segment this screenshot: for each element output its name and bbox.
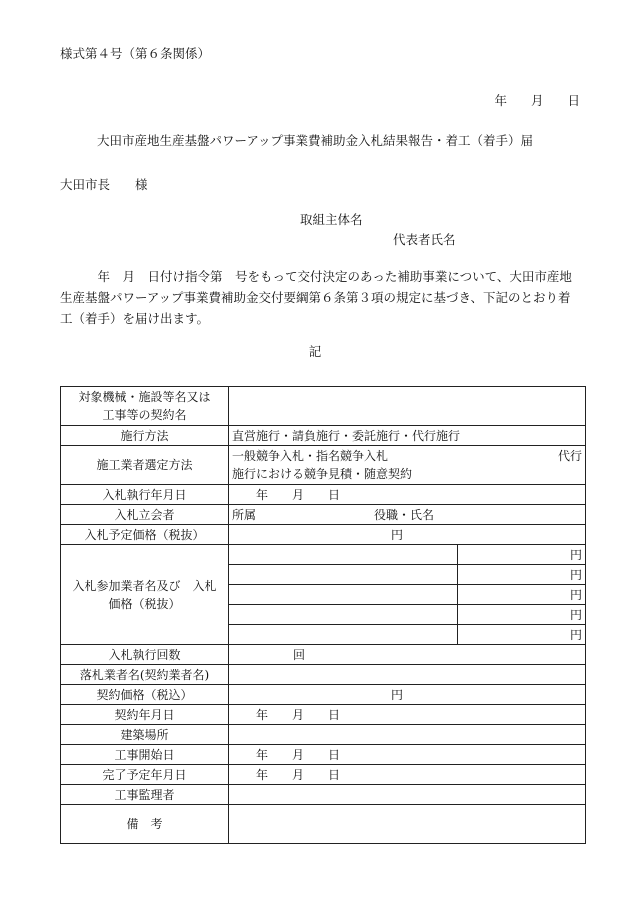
table-row [61, 665, 586, 685]
start-date-value[interactable]: 年 月 日 [229, 745, 586, 765]
contract-date-label: 契約年月日 [61, 705, 229, 725]
table-row [61, 685, 586, 705]
table-row [61, 805, 586, 844]
table-row [61, 387, 586, 426]
participant-price-field[interactable]: 円 [458, 585, 586, 605]
participant-price-field[interactable]: 円 [458, 605, 586, 625]
planned-price-label: 入札予定価格（税抜） [61, 525, 229, 545]
bid-date-value[interactable]: 年 月 日 [229, 485, 586, 505]
bid-count-label: 入札執行回数 [61, 645, 229, 665]
bid-witness-label: 入札立会者 [61, 505, 229, 525]
target-value[interactable] [229, 387, 586, 426]
contract-price-label: 契約価格（税込） [61, 685, 229, 705]
organization-name-label: 取組主体名 [300, 212, 363, 227]
participant-name-field[interactable] [229, 545, 458, 565]
remarks-label: 備 考 [61, 805, 229, 844]
submission-date [494, 93, 580, 108]
participant-name-field[interactable] [229, 625, 458, 645]
table-row [61, 785, 586, 805]
form-number: 様式第４号（第６条関係） [60, 46, 211, 61]
representative-name-label: 代表者氏名 [393, 232, 456, 247]
selection-value[interactable]: 一般競争入札・指名競争入札 代行 施行における競争見積・随意契約 [229, 446, 586, 485]
participant-price-field[interactable]: 円 [458, 545, 586, 565]
table-row [61, 505, 586, 525]
table-row [61, 745, 586, 765]
site-label: 建築場所 [61, 725, 229, 745]
table-row [61, 525, 586, 545]
bid-date-label: 入札執行年月日 [61, 485, 229, 505]
supervisor-label: 工事監理者 [61, 785, 229, 805]
selection-label: 施工業者選定方法 [61, 446, 229, 485]
participant-name-field[interactable] [229, 565, 458, 585]
site-value[interactable] [229, 725, 586, 745]
table-row [61, 645, 586, 665]
method-value[interactable]: 直営施行・請負施行・委託施行・代行施行 [229, 426, 586, 446]
table-row [61, 765, 586, 785]
ki-heading: 記 [308, 344, 322, 359]
table-row [61, 485, 586, 505]
planned-price-value[interactable]: 円 [229, 525, 586, 545]
date-year: 年 [494, 93, 507, 108]
date-month: 月 [530, 93, 544, 108]
document-title: 大田市産地生産基盤パワーアップ事業費補助金入札結果報告・着工（着手）届 [96, 133, 533, 148]
table-row [61, 446, 586, 485]
winner-value[interactable] [229, 665, 586, 685]
addressee: 大田市長 様 [60, 177, 148, 192]
start-date-label: 工事開始日 [61, 745, 229, 765]
target-label: 対象機械・施設等名又は 工事等の契約名 [61, 387, 229, 426]
table-row [61, 705, 586, 725]
date-day: 日 [567, 93, 580, 108]
contract-date-value[interactable]: 年 月 日 [229, 705, 586, 725]
body-paragraph: 年 月 日付け指令第 号をもって交付決定のあった補助事業について、大田市産地生産基盤パワーアップ事業費補助金交付要綱第６条第３項の規定に基づき、下記のとおり着工（着手）を届け出ます。 [60, 269, 572, 326]
supervisor-value[interactable] [229, 785, 586, 805]
table-row [61, 426, 586, 446]
method-label: 施行方法 [61, 426, 229, 446]
bid-count-value[interactable]: 回 [229, 645, 586, 665]
completion-date-value[interactable]: 年 月 日 [229, 765, 586, 785]
completion-date-label: 完了予定年月日 [61, 765, 229, 785]
participant-name-field[interactable] [229, 605, 458, 625]
bid-witness-value[interactable]: 所属 役職・氏名 [229, 505, 586, 525]
report-table [60, 386, 586, 844]
winner-label: 落札業者名(契約業者名) [61, 665, 229, 685]
participants-label: 入札参加業者名及び 入札 価格（税抜） [61, 545, 229, 645]
contract-price-value[interactable]: 円 [229, 685, 586, 705]
participant-name-field[interactable] [229, 585, 458, 605]
remarks-value[interactable] [229, 805, 586, 844]
participant-price-field[interactable]: 円 [458, 565, 586, 585]
table-row [61, 545, 586, 565]
table-row [61, 725, 586, 745]
participant-price-field[interactable]: 円 [458, 625, 586, 645]
